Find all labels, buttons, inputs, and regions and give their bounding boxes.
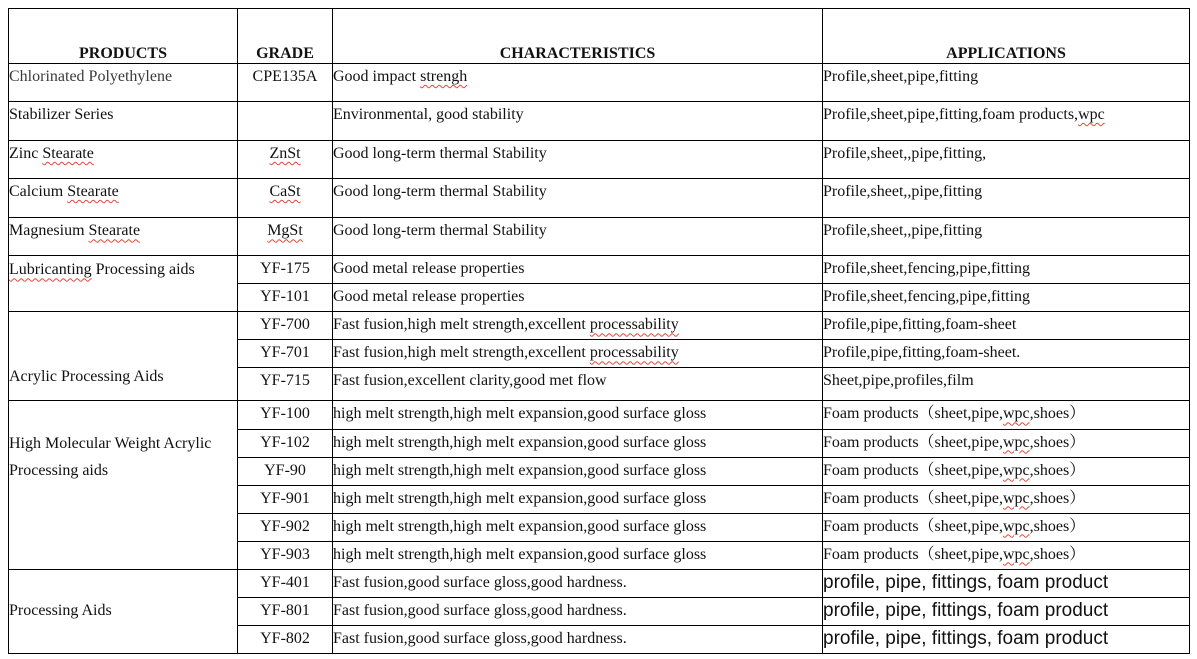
grade-cell: CPE135A: [238, 64, 333, 102]
table-row: [9, 401, 1190, 429]
characteristics-cell: Good metal release properties: [333, 256, 823, 284]
applications-cell: profile, pipe, fittings, foam product: [823, 597, 1190, 625]
characteristics-cell: Environmental, good stability: [333, 102, 823, 141]
product-text: Processing aids: [91, 261, 195, 279]
grade-cell: YF-175: [238, 256, 333, 284]
spellcheck-word: MgSt: [267, 222, 303, 240]
applications-cell: [823, 102, 1190, 141]
table-row: [9, 179, 1190, 218]
grade-cell: YF-715: [238, 368, 333, 401]
applications-text: ,shoes）: [1029, 433, 1086, 451]
table-row: [9, 312, 1190, 340]
characteristics-text: Fast fusion,high melt strength,excellent: [333, 344, 590, 362]
characteristics-cell: Fast fusion,good surface gloss,good hardness.: [333, 625, 823, 653]
characteristics-cell: Good long-term thermal Stability: [333, 141, 823, 179]
characteristics-cell: high melt strength,high melt expansion,good surface gloss: [333, 485, 823, 513]
applications-cell: [823, 429, 1190, 457]
spellcheck-word: wpc: [1002, 433, 1030, 451]
characteristics-cell: Good long-term thermal Stability: [333, 179, 823, 218]
product-text: Calcium: [9, 183, 68, 201]
grade-cell: [238, 179, 333, 218]
grade-cell: [238, 102, 333, 141]
applications-cell: [823, 401, 1190, 429]
grade-cell: YF-401: [238, 569, 333, 597]
header-row: [9, 9, 1190, 64]
spellcheck-word: wpc: [1002, 545, 1030, 563]
applications-text: ,shoes）: [1029, 489, 1086, 507]
header-grade: GRADE: [238, 9, 333, 64]
product-cell: Chlorinated Polyethylene: [9, 64, 238, 102]
characteristics-cell: high melt strength,high melt expansion,good surface gloss: [333, 541, 823, 569]
grade-cell: YF-901: [238, 485, 333, 513]
product-cell: Processing Aids: [9, 569, 238, 653]
applications-cell: Profile,sheet,pipe,fitting: [823, 64, 1190, 102]
characteristics-text: Good impact: [333, 68, 421, 86]
product-text: Magnesium: [9, 222, 89, 240]
characteristics-cell: Good metal release properties: [333, 284, 823, 312]
spellcheck-word: wpc: [1002, 461, 1030, 479]
table-row: [9, 218, 1190, 256]
spellcheck-word: ZnSt: [269, 145, 301, 163]
products-table: [8, 8, 1190, 654]
applications-cell: Profile,sheet,fencing,pipe,fitting: [823, 256, 1190, 284]
grade-cell: YF-100: [238, 401, 333, 429]
table-row: [9, 256, 1190, 284]
applications-text: Foam products（sheet,pipe,: [823, 433, 1003, 451]
product-cell: [9, 218, 238, 256]
spellcheck-word: CaSt: [269, 183, 301, 201]
spellcheck-word: processability: [589, 316, 679, 334]
grade-cell: YF-801: [238, 597, 333, 625]
applications-cell: Profile,sheet,fencing,pipe,fitting: [823, 284, 1190, 312]
table-row: [9, 64, 1190, 102]
table-row: [9, 141, 1190, 179]
characteristics-cell: Fast fusion,good surface gloss,good hardness.: [333, 569, 823, 597]
grade-cell: YF-102: [238, 429, 333, 457]
grade-cell: YF-903: [238, 541, 333, 569]
product-cell: [9, 141, 238, 179]
applications-cell: Profile,sheet,,pipe,fitting: [823, 179, 1190, 218]
grade-cell: YF-700: [238, 312, 333, 340]
characteristics-text: Fast fusion,high melt strength,excellent: [333, 316, 590, 334]
table-row: [9, 569, 1190, 597]
product-cell: [9, 256, 238, 312]
applications-cell: Profile,pipe,fitting,foam-sheet.: [823, 340, 1190, 368]
product-cell: High Molecular Weight Acrylic Processing aids: [9, 401, 238, 569]
spellcheck-word: Lubricanting: [9, 261, 92, 279]
product-text: Zinc: [9, 145, 43, 163]
characteristics-cell: Good long-term thermal Stability: [333, 218, 823, 256]
grade-cell: YF-802: [238, 625, 333, 653]
applications-cell: [823, 541, 1190, 569]
applications-text: Foam products（sheet,pipe,: [823, 517, 1003, 535]
characteristics-cell: high melt strength,high melt expansion,good surface gloss: [333, 429, 823, 457]
header-products: PRODUCTS: [9, 9, 238, 64]
table-row: [9, 102, 1190, 141]
applications-cell: profile, pipe, fittings, foam product: [823, 625, 1190, 653]
applications-text: Foam products（sheet,pipe,: [823, 489, 1003, 507]
characteristics-cell: Fast fusion,excellent clarity,good met flow: [333, 368, 823, 401]
spellcheck-word: wpc: [1002, 489, 1030, 507]
applications-cell: Profile,pipe,fitting,foam-sheet: [823, 312, 1190, 340]
applications-cell: Profile,sheet,,pipe,fitting: [823, 218, 1190, 256]
characteristics-cell: [333, 312, 823, 340]
applications-cell: [823, 485, 1190, 513]
spellcheck-word: Stearate: [42, 145, 94, 163]
applications-text: Foam products（sheet,pipe,: [823, 545, 1003, 563]
characteristics-cell: [333, 340, 823, 368]
spellcheck-word: Stearate: [88, 222, 141, 240]
spellcheck-word: wpc: [1002, 517, 1030, 535]
spellcheck-word: wpc: [1078, 106, 1105, 124]
applications-text: Foam products（sheet,pipe,: [823, 405, 1003, 423]
spellcheck-word: processability: [589, 344, 679, 362]
grade-cell: [238, 218, 333, 256]
applications-cell: [823, 457, 1190, 485]
applications-text: Profile,sheet,pipe,fitting,foam products,: [823, 106, 1079, 124]
spellcheck-word: strengh: [420, 68, 468, 86]
applications-text: ,shoes）: [1029, 405, 1086, 423]
product-cell: Stabilizer Series: [9, 102, 238, 141]
applications-text: Foam products（sheet,pipe,: [823, 461, 1003, 479]
applications-cell: [823, 513, 1190, 541]
grade-cell: YF-701: [238, 340, 333, 368]
characteristics-cell: Fast fusion,good surface gloss,good hardness.: [333, 597, 823, 625]
applications-cell: Profile,sheet,,pipe,fitting,: [823, 141, 1190, 179]
grade-cell: YF-101: [238, 284, 333, 312]
grade-cell: [238, 141, 333, 179]
spellcheck-word: Stearate: [67, 183, 119, 201]
characteristics-cell: high melt strength,high melt expansion,good surface gloss: [333, 401, 823, 429]
product-cell: [9, 179, 238, 218]
applications-text: ,shoes）: [1029, 517, 1086, 535]
grade-cell: YF-90: [238, 457, 333, 485]
spellcheck-word: wpc: [1002, 405, 1030, 423]
characteristics-cell: high melt strength,high melt expansion,good surface gloss: [333, 457, 823, 485]
grade-cell: YF-902: [238, 513, 333, 541]
characteristics-cell: high melt strength,high melt expansion,good surface gloss: [333, 513, 823, 541]
product-cell: Acrylic Processing Aids: [9, 312, 238, 401]
applications-cell: profile, pipe, fittings, foam product: [823, 569, 1190, 597]
applications-text: ,shoes）: [1029, 461, 1086, 479]
characteristics-cell: [333, 64, 823, 102]
applications-cell: Sheet,pipe,profiles,film: [823, 368, 1190, 401]
applications-text: ,shoes）: [1029, 545, 1086, 563]
header-characteristics: CHARACTERISTICS: [333, 9, 823, 64]
header-applications: APPLICATIONS: [823, 9, 1190, 64]
